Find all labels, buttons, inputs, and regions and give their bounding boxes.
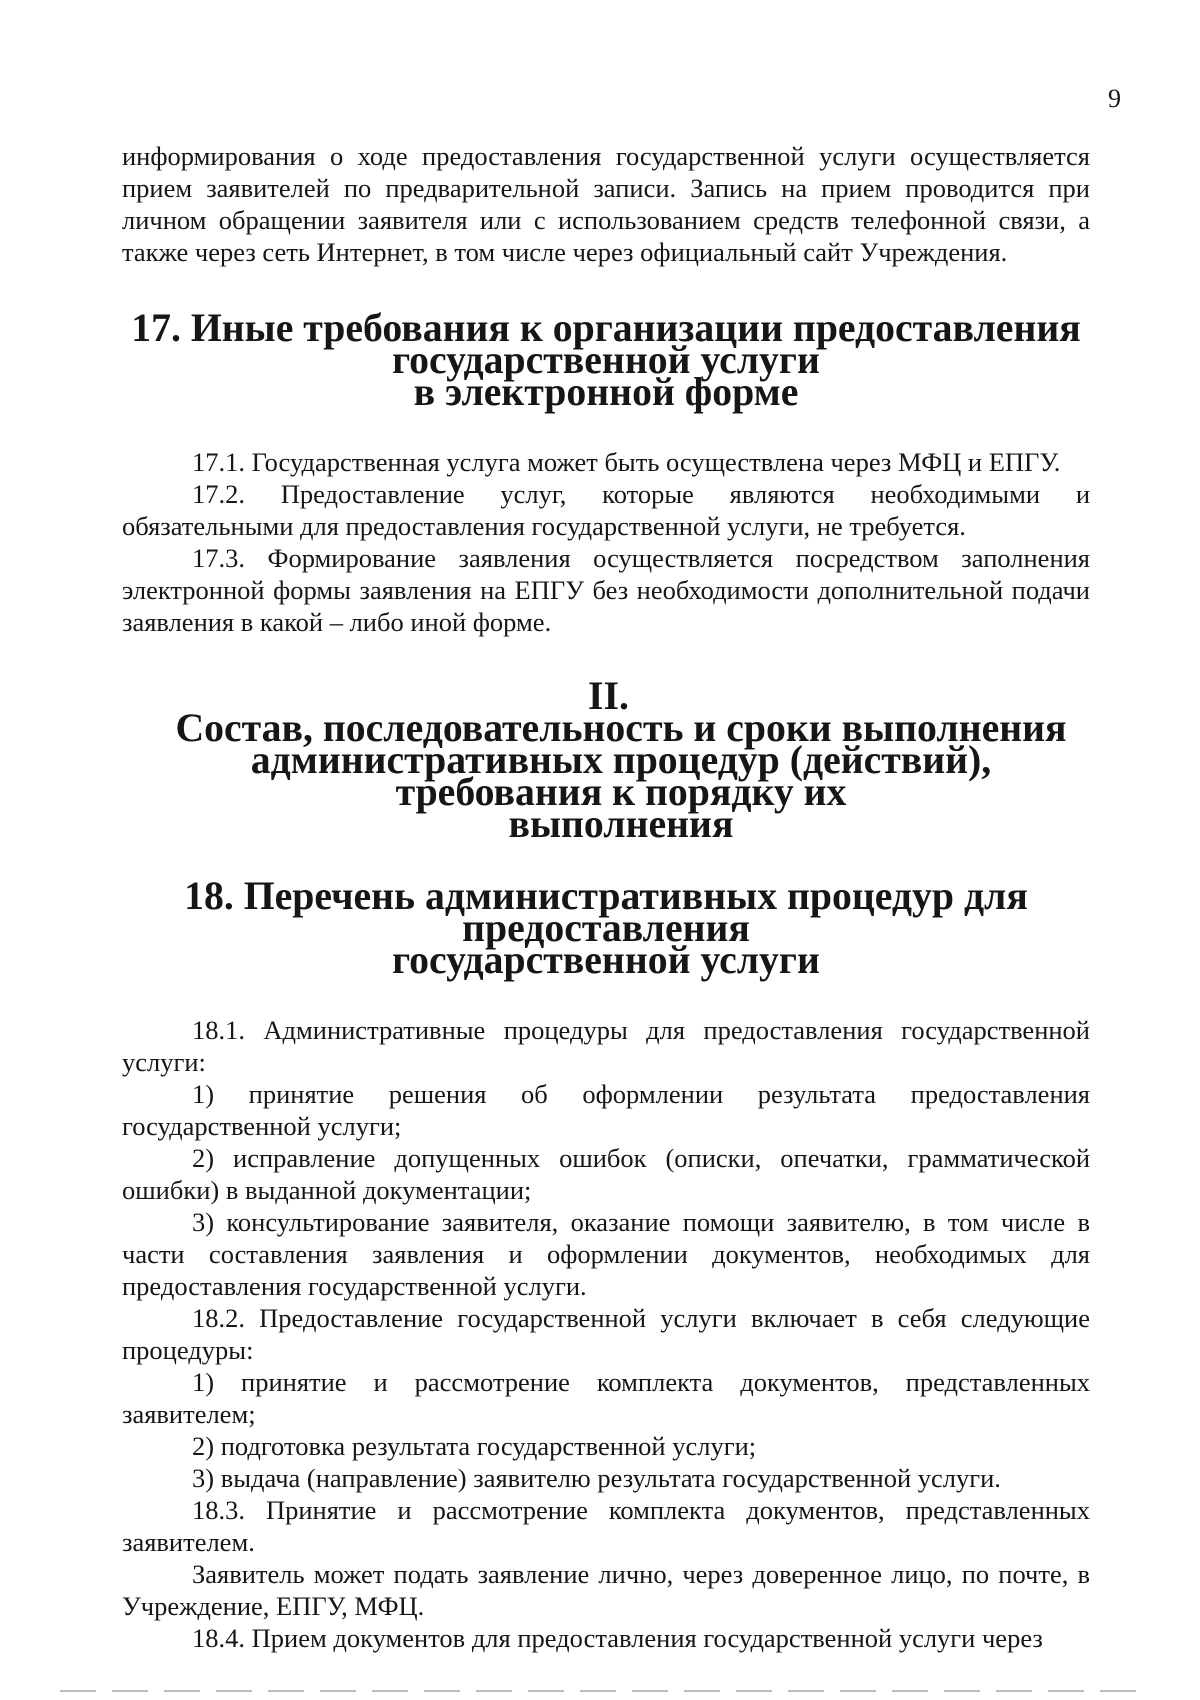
document-body — [122, 140, 1090, 1654]
section-17-heading-line-2: в электронной форме — [413, 370, 799, 414]
list-item-18-2-1: 1) принятие и рассмотрение комплекта документов, представленных заявителем; — [122, 1367, 1090, 1429]
section-ii-heading-line-3: выполнения — [508, 802, 734, 846]
list-item-18-1-1: 1) принятие решения об оформлении результата предоставления государственной услуги; — [122, 1079, 1090, 1141]
list-item-18-1-2: 2) исправление допущенных ошибок (описки, опечатки, грамматической ошибки) в выданной документации; — [122, 1143, 1090, 1205]
list-item-18-2-2: 2) подготовка результата государственной услуги; — [192, 1431, 757, 1461]
section-18-heading-line-2: государственной услуги — [392, 938, 820, 982]
section-18-heading-line-1: 18. Перечень административных процедур для предоставления — [184, 874, 1028, 950]
section-ii-heading — [122, 674, 1090, 846]
paragraph-18-3: 18.3. Принятие и рассмотрение комплекта документов, представленных заявителем. — [122, 1495, 1090, 1557]
section-ii-heading-line-2: административных процедур (действий), требования к порядку их — [250, 738, 992, 814]
paragraph-18-4: 18.4. Прием документов для предоставления государственной услуги через — [192, 1623, 1043, 1653]
section-18-heading — [122, 874, 1090, 982]
paragraph-18-3-applicant: Заявитель может подать заявление лично, через доверенное лицо, по почте, в Учреждение, ЕПГУ, МФЦ. — [122, 1559, 1090, 1621]
section-17-heading-line-1: 17. Иные требования к организации предоставления государственной услуги — [131, 306, 1081, 382]
paragraph-17-2: 17.2. Предоставление услуг, которые являются необходимыми и обязательными для предоставления государственной услуги, не требуется. — [122, 479, 1090, 541]
intro-paragraph: информирования о ходе предоставления государственной услуги осуществляется прием заявителей по предварительной записи. Запись на прием проводится при личном обращении заявителя или с использованием средств телефонной связи, а также через сеть Интернет, в том числе через официальный сайт Учреждения. — [122, 141, 1090, 267]
section-ii-heading-line-1 — [152, 674, 1090, 750]
list-item-18-1-3: 3) консультирование заявителя, оказание помощи заявителю, в том числе в части составления заявления и оформлении документов, необходимых для предоставления государственной услуги. — [122, 1207, 1090, 1301]
scan-edge-line — [60, 1690, 1140, 1692]
section-ii-title-start: Состав, последовательность и сроки выполнения — [175, 706, 1067, 750]
paragraph-18-2: 18.2. Предоставление государственной услуги включает в себя следующие процедуры: — [122, 1303, 1090, 1365]
section-ii-numeral: II. — [588, 674, 629, 718]
paragraph-18-1: 18.1. Административные процедуры для предоставления государственной услуги: — [122, 1015, 1090, 1077]
list-item-18-2-3: 3) выдача (направление) заявителю результата государственной услуги. — [192, 1463, 1001, 1493]
paragraph-17-1: 17.1. Государственная услуга может быть осуществлена через МФЦ и ЕПГУ. — [192, 447, 1061, 477]
paragraph-17-3: 17.3. Формирование заявления осуществляется посредством заполнения электронной формы заявления на ЕПГУ без необходимости дополнительной подачи заявления в какой – либо иной форме. — [122, 543, 1090, 637]
section-17-heading — [122, 306, 1090, 414]
page-number: 9 — [1108, 84, 1121, 113]
